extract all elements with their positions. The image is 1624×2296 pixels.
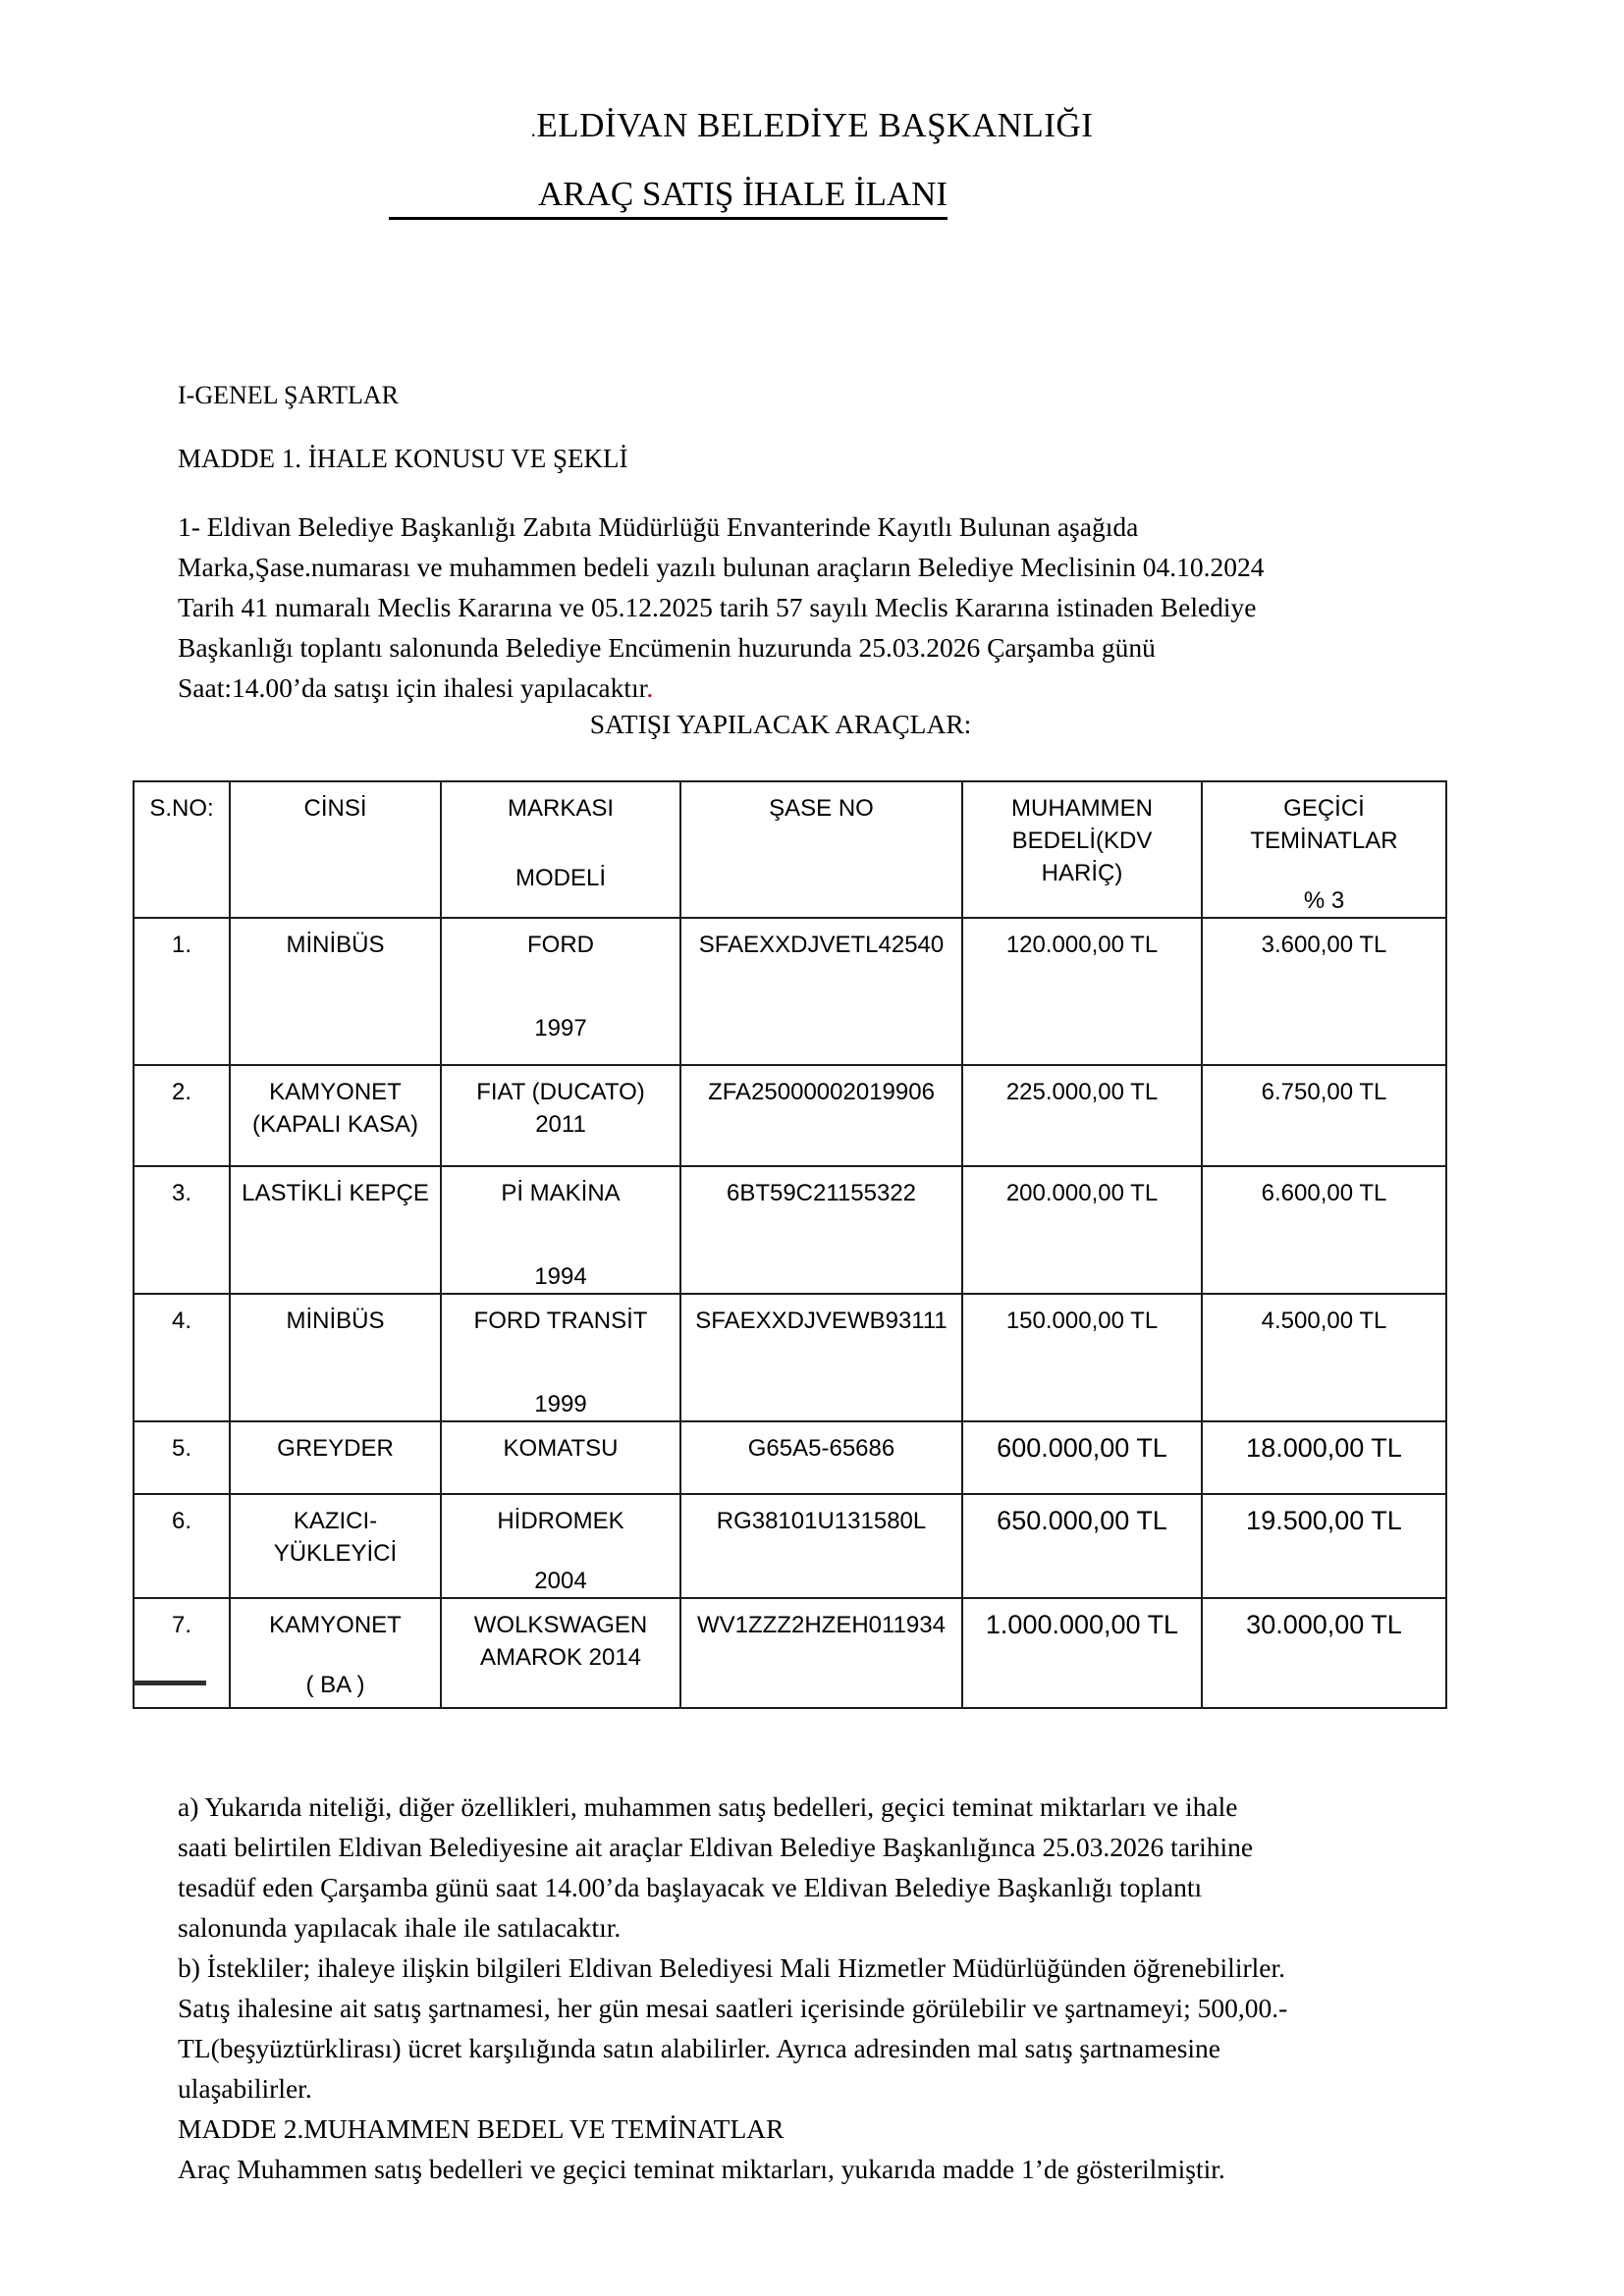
cell-marka-model: KOMATSU <box>441 1421 680 1494</box>
cell-sno: 6. <box>134 1494 230 1598</box>
cell-marka-model: FORD TRANSİT 1999 <box>441 1294 680 1421</box>
cell-marka-model: Pİ MAKİNA 1994 <box>441 1166 680 1294</box>
table-header-row <box>134 781 1446 918</box>
cell-teminat: 4.500,00 TL <box>1202 1294 1446 1421</box>
header-sno: S.NO: <box>134 781 230 918</box>
table-row <box>134 1421 1446 1494</box>
document-title <box>0 106 1624 145</box>
cell-marka-model: FORD 1997 <box>441 918 680 1065</box>
cell-sno: 1. <box>134 918 230 1065</box>
notes-section <box>178 1787 1287 2189</box>
cell-sno: 7. <box>134 1598 230 1708</box>
paragraph-line: 1- Eldivan Belediye Başkanlığı Zabıta Müdürlüğü Envanterinde Kayıtlı Bulunan aşağıda <box>178 511 1139 542</box>
table-row <box>134 1494 1446 1598</box>
heading-madde-1: MADDE 1. İHALE KONUSU VE ŞEKLİ <box>178 444 628 473</box>
table-row <box>134 1598 1446 1708</box>
cell-sase: RG38101U131580L <box>680 1494 962 1598</box>
subtitle-text: ARAÇ SATIŞ İHALE İLANI <box>389 175 947 220</box>
table-row <box>134 918 1446 1065</box>
header-muhammen-bedeli: MUHAMMEN BEDELİ(KDV HARİÇ) <box>962 781 1202 918</box>
cell-marka-model: HİDROMEK 2004 <box>441 1494 680 1598</box>
header-gecici-teminatlar: GEÇİCİ TEMİNATLAR % 3 <box>1202 781 1446 918</box>
paragraph-line: Başkanlığı toplantı salonunda Belediye Encümenin huzurunda 25.03.2026 Çarşamba günü <box>178 632 1156 663</box>
cell-bedel: 1.000.000,00 TL <box>962 1598 1202 1708</box>
cell-marka-model: FIAT (DUCATO) 2011 <box>441 1065 680 1166</box>
table-row <box>134 1065 1446 1166</box>
title-text: ELDİVAN BELEDİYE BAŞKANLIĞI <box>536 106 1094 144</box>
red-period: . <box>646 672 654 703</box>
cell-bedel: 600.000,00 TL <box>962 1421 1202 1494</box>
paragraph-madde1-body <box>178 507 1265 708</box>
note-line: Satış ihalesine ait satış şartnamesi, her gün mesai saatleri içerisinde görülebilir ve şartnameyi; 500,00.- <box>178 1993 1288 2023</box>
cell-sase: ZFA25000002019906 <box>680 1065 962 1166</box>
note-line: tesadüf eden Çarşamba günü saat 14.00’da başlayacak ve Eldivan Belediye Başkanlığı toplantı <box>178 1872 1203 1902</box>
vehicles-table <box>133 780 1447 1709</box>
note-line: saati belirtilen Eldivan Belediyesine ait araçlar Eldivan Belediye Başkanlığınca 25.03.2026 tarihine <box>178 1832 1254 1862</box>
cell-sase: G65A5-65686 <box>680 1421 962 1494</box>
note-line: a) Yukarıda niteliği, diğer özellikleri, muhammen satış bedelleri, geçici teminat miktarları ve ihale <box>178 1791 1238 1822</box>
cell-teminat: 3.600,00 TL <box>1202 918 1446 1065</box>
cell-bedel: 650.000,00 TL <box>962 1494 1202 1598</box>
table-row <box>134 1166 1446 1294</box>
cell-teminat: 30.000,00 TL <box>1202 1598 1446 1708</box>
note-line: ulaşabilirler. <box>178 2073 312 2104</box>
section-heading-genel-sartlar: I-GENEL ŞARTLAR <box>178 381 399 409</box>
cell-cinsi: KAMYONET ( BA ) <box>230 1598 441 1708</box>
title-leading-dot: . <box>530 118 537 141</box>
note-line: TL(beşyüztürklirası) ücret karşılığında satın alabilirler. Ayrıca adresinden mal satış şartnamesine <box>178 2033 1220 2063</box>
note-line: b) İstekliler; ihaleye ilişkin bilgileri Eldivan Belediyesi Mali Hizmetler Müdürlüğünden öğrenebilirler. <box>178 1952 1285 1983</box>
cell-cinsi: KAZICI- YÜKLEYİCİ <box>230 1494 441 1598</box>
header-markasi-modeli: MARKASI MODELİ <box>441 781 680 918</box>
cell-bedel: 120.000,00 TL <box>962 918 1202 1065</box>
heading-madde-2: MADDE 2.MUHAMMEN BEDEL VE TEMİNATLAR <box>178 2113 785 2144</box>
cell-sno: 5. <box>134 1421 230 1494</box>
cell-bedel: 150.000,00 TL <box>962 1294 1202 1421</box>
cell-sno: 2. <box>134 1065 230 1166</box>
table-bottom-corner-mark <box>134 1681 206 1685</box>
cell-cinsi: MİNİBÜS <box>230 1294 441 1421</box>
paragraph-line-last: Saat:14.00’da satışı için ihalesi yapılacaktır. <box>178 672 654 703</box>
cell-sase: WV1ZZZ2HZEH011934 <box>680 1598 962 1708</box>
cell-bedel: 225.000,00 TL <box>962 1065 1202 1166</box>
cell-cinsi: LASTİKLİ KEPÇE <box>230 1166 441 1294</box>
cell-sno: 4. <box>134 1294 230 1421</box>
note-line: Araç Muhammen satış bedelleri ve geçici teminat miktarları, yukarıda madde 1’de gösterilmiştir. <box>178 2154 1225 2184</box>
cell-teminat: 6.750,00 TL <box>1202 1065 1446 1166</box>
cell-cinsi: MİNİBÜS <box>230 918 441 1065</box>
header-sase-no: ŞASE NO <box>680 781 962 918</box>
paragraph-line: Tarih 41 numaralı Meclis Kararına ve 05.12.2025 tarih 57 sayılı Meclis Kararına istinaden Belediye <box>178 592 1257 622</box>
cell-cinsi: GREYDER <box>230 1421 441 1494</box>
cell-sase: SFAEXXDJVETL42540 <box>680 918 962 1065</box>
cell-sase: 6BT59C21155322 <box>680 1166 962 1294</box>
cell-marka-model: WOLKSWAGEN AMAROK 2014 <box>441 1598 680 1708</box>
cell-sno: 3. <box>134 1166 230 1294</box>
cell-sase: SFAEXXDJVEWB93111 <box>680 1294 962 1421</box>
cell-cinsi: KAMYONET (KAPALI KASA) <box>230 1065 441 1166</box>
table-title: SATIŞI YAPILACAK ARAÇLAR: <box>589 709 972 739</box>
paragraph-line: Marka,Şase.numarası ve muhammen bedeli yazılı bulunan araçların Belediye Meclisinin 04.10.2024 <box>178 552 1265 582</box>
note-line: salonunda yapılacak ihale ile satılacaktır. <box>178 1912 622 1943</box>
cell-teminat: 19.500,00 TL <box>1202 1494 1446 1598</box>
cell-teminat: 18.000,00 TL <box>1202 1421 1446 1494</box>
table-row <box>134 1294 1446 1421</box>
document-subtitle <box>389 175 947 220</box>
cell-bedel: 200.000,00 TL <box>962 1166 1202 1294</box>
header-cinsi: CİNSİ <box>230 781 441 918</box>
cell-teminat: 6.600,00 TL <box>1202 1166 1446 1294</box>
